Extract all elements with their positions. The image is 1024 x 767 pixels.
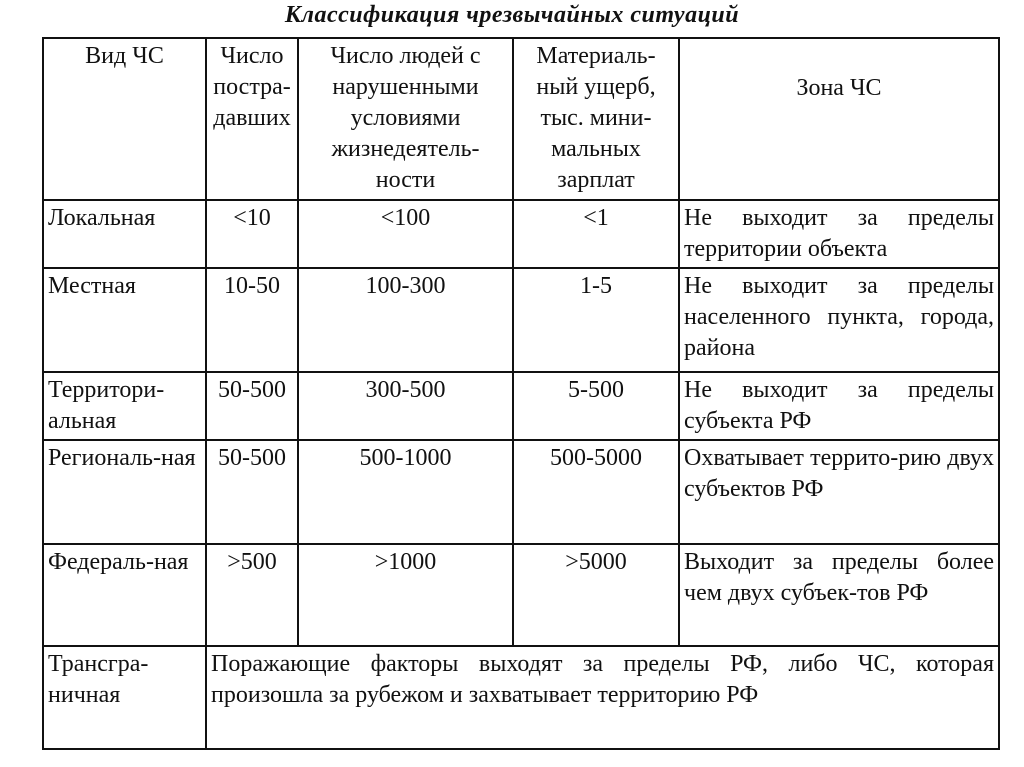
cell-victims: 10-50 — [206, 268, 298, 372]
page-title: Классификация чрезвычайных ситуаций — [284, 2, 740, 28]
cell-damage: <1 — [513, 200, 679, 268]
header-type: Вид ЧС — [43, 38, 206, 200]
header-people: Число людей с нарушенными условиями жизнедеятель-ности — [298, 38, 513, 200]
cell-type: Трансгра-ничная — [43, 646, 206, 749]
cell-people: 100-300 — [298, 268, 513, 372]
cell-zone: Не выходит за пределы населенного пункта, города, района — [679, 268, 999, 372]
cell-zone: Не выходит за пределы территории объекта — [679, 200, 999, 268]
classification-table — [42, 37, 1000, 750]
cell-people: 300-500 — [298, 372, 513, 440]
cell-people: 500-1000 — [298, 440, 513, 544]
table-row — [43, 440, 999, 544]
cell-victims: <10 — [206, 200, 298, 268]
cell-zone: Не выходит за пределы субъекта РФ — [679, 372, 999, 440]
table-row — [43, 200, 999, 268]
cell-people: >1000 — [298, 544, 513, 646]
table-row — [43, 268, 999, 372]
cell-damage: 1-5 — [513, 268, 679, 372]
header-victims: Число постра-давших — [206, 38, 298, 200]
cell-zone: Охватывает террито-рию двух субъектов РФ — [679, 440, 999, 544]
table-row — [43, 544, 999, 646]
table-row — [43, 646, 999, 749]
cell-type: Федераль-ная — [43, 544, 206, 646]
cell-victims: 50-500 — [206, 372, 298, 440]
cell-people: <100 — [298, 200, 513, 268]
cell-zone: Выходит за пределы более чем двух субъек-тов РФ — [679, 544, 999, 646]
cell-damage: 500-5000 — [513, 440, 679, 544]
cell-type: Территори-альная — [43, 372, 206, 440]
cell-type: Локальная — [43, 200, 206, 268]
cell-damage: 5-500 — [513, 372, 679, 440]
table-row — [43, 372, 999, 440]
cell-type: Региональ-ная — [43, 440, 206, 544]
cell-type: Местная — [43, 268, 206, 372]
table-header-row — [43, 38, 999, 200]
header-damage: Материаль-ный ущерб, тыс. мини-мальных зарплат — [513, 38, 679, 200]
cell-transboundary-text: Поражающие факторы выходят за пределы РФ, либо ЧС, которая произошла за рубежом и захватывает территорию РФ — [206, 646, 999, 749]
header-zone: Зона ЧС — [679, 38, 999, 200]
cell-victims: 50-500 — [206, 440, 298, 544]
cell-victims: >500 — [206, 544, 298, 646]
cell-damage: >5000 — [513, 544, 679, 646]
